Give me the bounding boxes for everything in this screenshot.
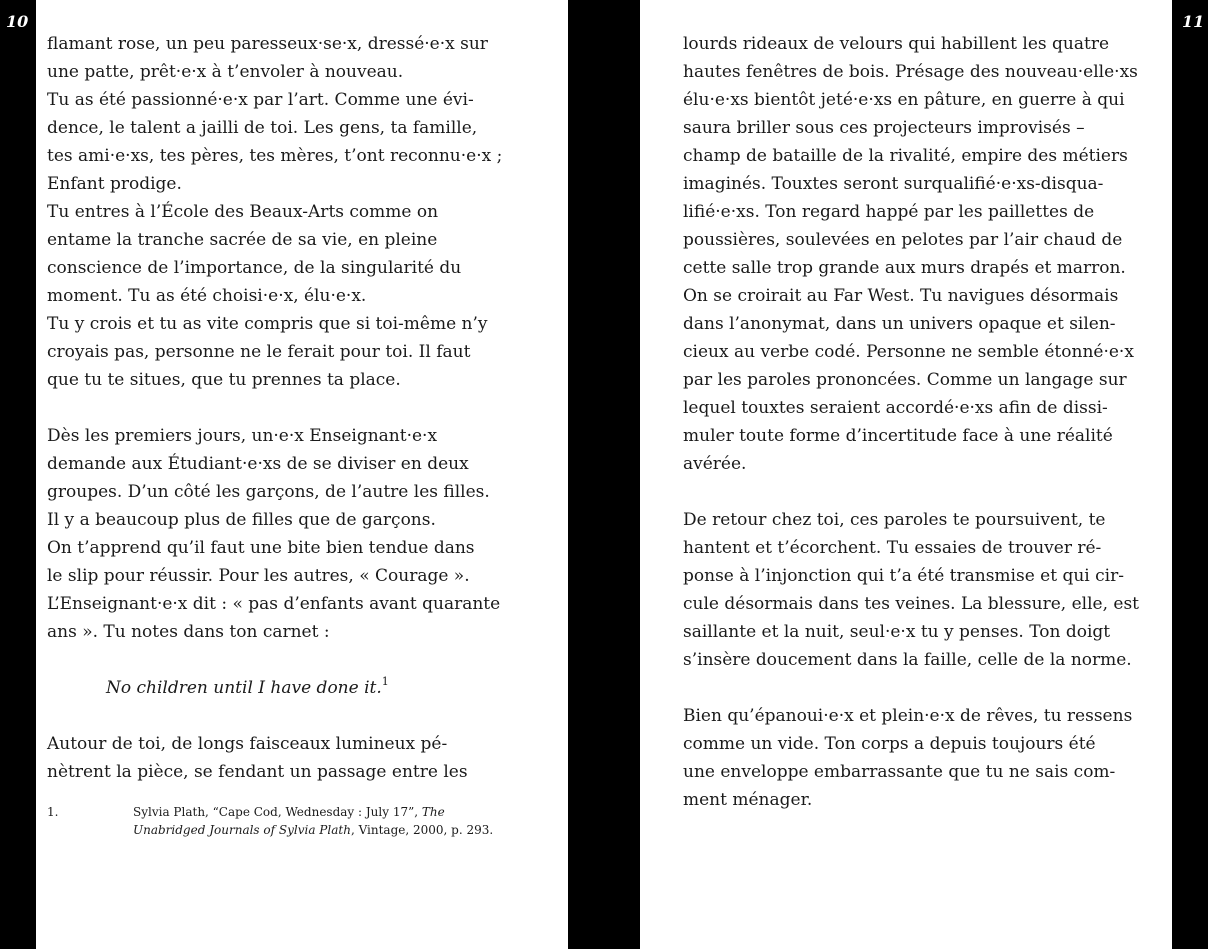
text-line: lourds rideaux de velours qui habillent les quatre [683,34,1110,54]
paragraph-gap [683,674,1139,702]
paragraph-gap [47,646,502,674]
text-line: que tu te situes, que tu prennes ta place. [47,370,401,390]
text-line: demande aux Étudiant·e·xs de se diviser en deux [47,454,469,474]
text-line: dence, le talent a jailli de toi. Les gens, ta famille, [47,118,478,138]
quote-text: No children until I have done it. [106,678,382,698]
paragraph-block-2 [47,422,502,646]
page-number-left: 10 [6,12,29,31]
text-line: avérée. [683,454,747,474]
text-line: Tu as été passionné·e·x par l’art. Comme une évi- [47,90,474,110]
text-line: De retour chez toi, ces paroles te poursuivent, te [683,510,1106,530]
text-line: cette salle trop grande aux murs drapés et marron. [683,258,1126,278]
text-line: tes ami·e·xs, tes pères, tes mères, t’ont reconnu·e·x ; [47,146,503,166]
text-line: On t’apprend qu’il faut une bite bien tendue dans [47,538,475,558]
text-line: Tu entres à l’École des Beaux-Arts comme on [47,202,439,222]
text-line: s’insère doucement dans la faille, celle de la norme. [683,650,1132,670]
text-line: Tu y crois et tu as vite compris que si toi-même n’y [47,314,488,334]
text-line: cule désormais dans tes veines. La blessure, elle, est [683,594,1139,614]
text-line: saura briller sous ces projecteurs improvisés – [683,118,1085,138]
text-line: Il y a beaucoup plus de filles que de garçons. [47,510,436,530]
text-line: saillante et la nuit, seul·e·x tu y penses. Ton doigt [683,622,1111,642]
text-line: une patte, prêt·e·x à t’envoler à nouveau. [47,62,404,82]
footnote-line [133,803,493,821]
text-line: Dès les premiers jours, un·e·x Enseignant·e·x [47,426,438,446]
paragraph-gap [47,702,502,730]
footnote-text [133,803,493,839]
text-line: flamant rose, un peu paresseux·se·x, dressé·e·x sur [47,34,488,54]
paragraph-block-2 [683,506,1139,674]
text-line: conscience de l’importance, de la singularité du [47,258,462,278]
text-line: ponse à l’injonction qui t’a été transmise et qui cir- [683,566,1124,586]
text-line: Autour de toi, de longs faisceaux lumineux pé- [47,734,448,754]
footnote-book-title: The [421,805,445,819]
text-line: hantent et t’écorchent. Tu essaies de trouver ré- [683,538,1102,558]
text-line: imaginés. Touxtes seront surqualifié·e·xs-disqua- [683,174,1104,194]
quote-line [47,674,502,702]
text-line: champ de bataille de la rivalité, empire des métiers [683,146,1128,166]
text-line: poussières, soulevées en pelotes par l’air chaud de [683,230,1123,250]
text-line: ans ». Tu notes dans ton carnet : [47,622,330,642]
text-line: lifié·e·xs. Ton regard happé par les paillettes de [683,202,1095,222]
left-page-text-column [47,30,502,786]
footnote-reference[interactable]: 1 [381,675,389,689]
text-line: lequel touxtes seraient accordé·e·xs afin de dissi- [683,398,1108,418]
text-line: le slip pour réussir. Pour les autres, « Courage ». [47,566,470,586]
right-page-text-column [683,30,1139,814]
text-line: ment ménager. [683,790,813,810]
text-line: On se croirait au Far West. Tu navigues désormais [683,286,1119,306]
text-line: dans l’anonymat, dans un univers opaque et silen- [683,314,1116,334]
text-line: par les paroles prononcées. Comme un langage sur [683,370,1127,390]
paragraph-block-3 [47,730,502,786]
text-line: muler toute forme d’incertitude face à une réalité [683,426,1113,446]
right-page [640,0,1172,949]
footnote-line [133,821,493,839]
paragraph-block-3 [683,702,1139,814]
text-line: cieux au verbe codé. Personne ne semble étonné·e·x [683,342,1134,362]
text-line: groupes. D’un côté les garçons, de l’autre les filles. [47,482,490,502]
footnote-citation: Sylvia Plath, “Cape Cod, Wednesday : July 17”, [133,805,422,819]
paragraph-block-1 [47,30,502,394]
text-line: élu·e·xs bientôt jeté·e·xs en pâture, en guerre à qui [683,90,1125,110]
text-line: nètrent la pièce, se fendant un passage entre les [47,762,468,782]
page-number-right: 11 [1182,12,1205,31]
left-page [36,0,568,949]
footnote-book-title: Unabridged Journals of Sylvia Plath [133,823,351,837]
paragraph-block-1 [683,30,1139,478]
text-line: moment. Tu as été choisi·e·x, élu·e·x. [47,286,367,306]
text-line: hautes fenêtres de bois. Présage des nouveau·elle·xs [683,62,1138,82]
text-line: une enveloppe embarrassante que tu ne sais com- [683,762,1116,782]
paragraph-gap [683,478,1139,506]
text-line: L’Enseignant·e·x dit : « pas d’enfants avant quarante [47,594,501,614]
footnote-publisher: , Vintage, 2000, p. 293. [350,823,494,837]
paragraph-gap [47,394,502,422]
text-line: Enfant prodige. [47,174,182,194]
text-line: Bien qu’épanoui·e·x et plein·e·x de rêves, tu ressens [683,706,1133,726]
text-line: croyais pas, personne ne le ferait pour toi. Il faut [47,342,471,362]
text-line: entame la tranche sacrée de sa vie, en pleine [47,230,438,250]
text-line: comme un vide. Ton corps a depuis toujours été [683,734,1096,754]
footnote-number: 1. [47,805,59,819]
